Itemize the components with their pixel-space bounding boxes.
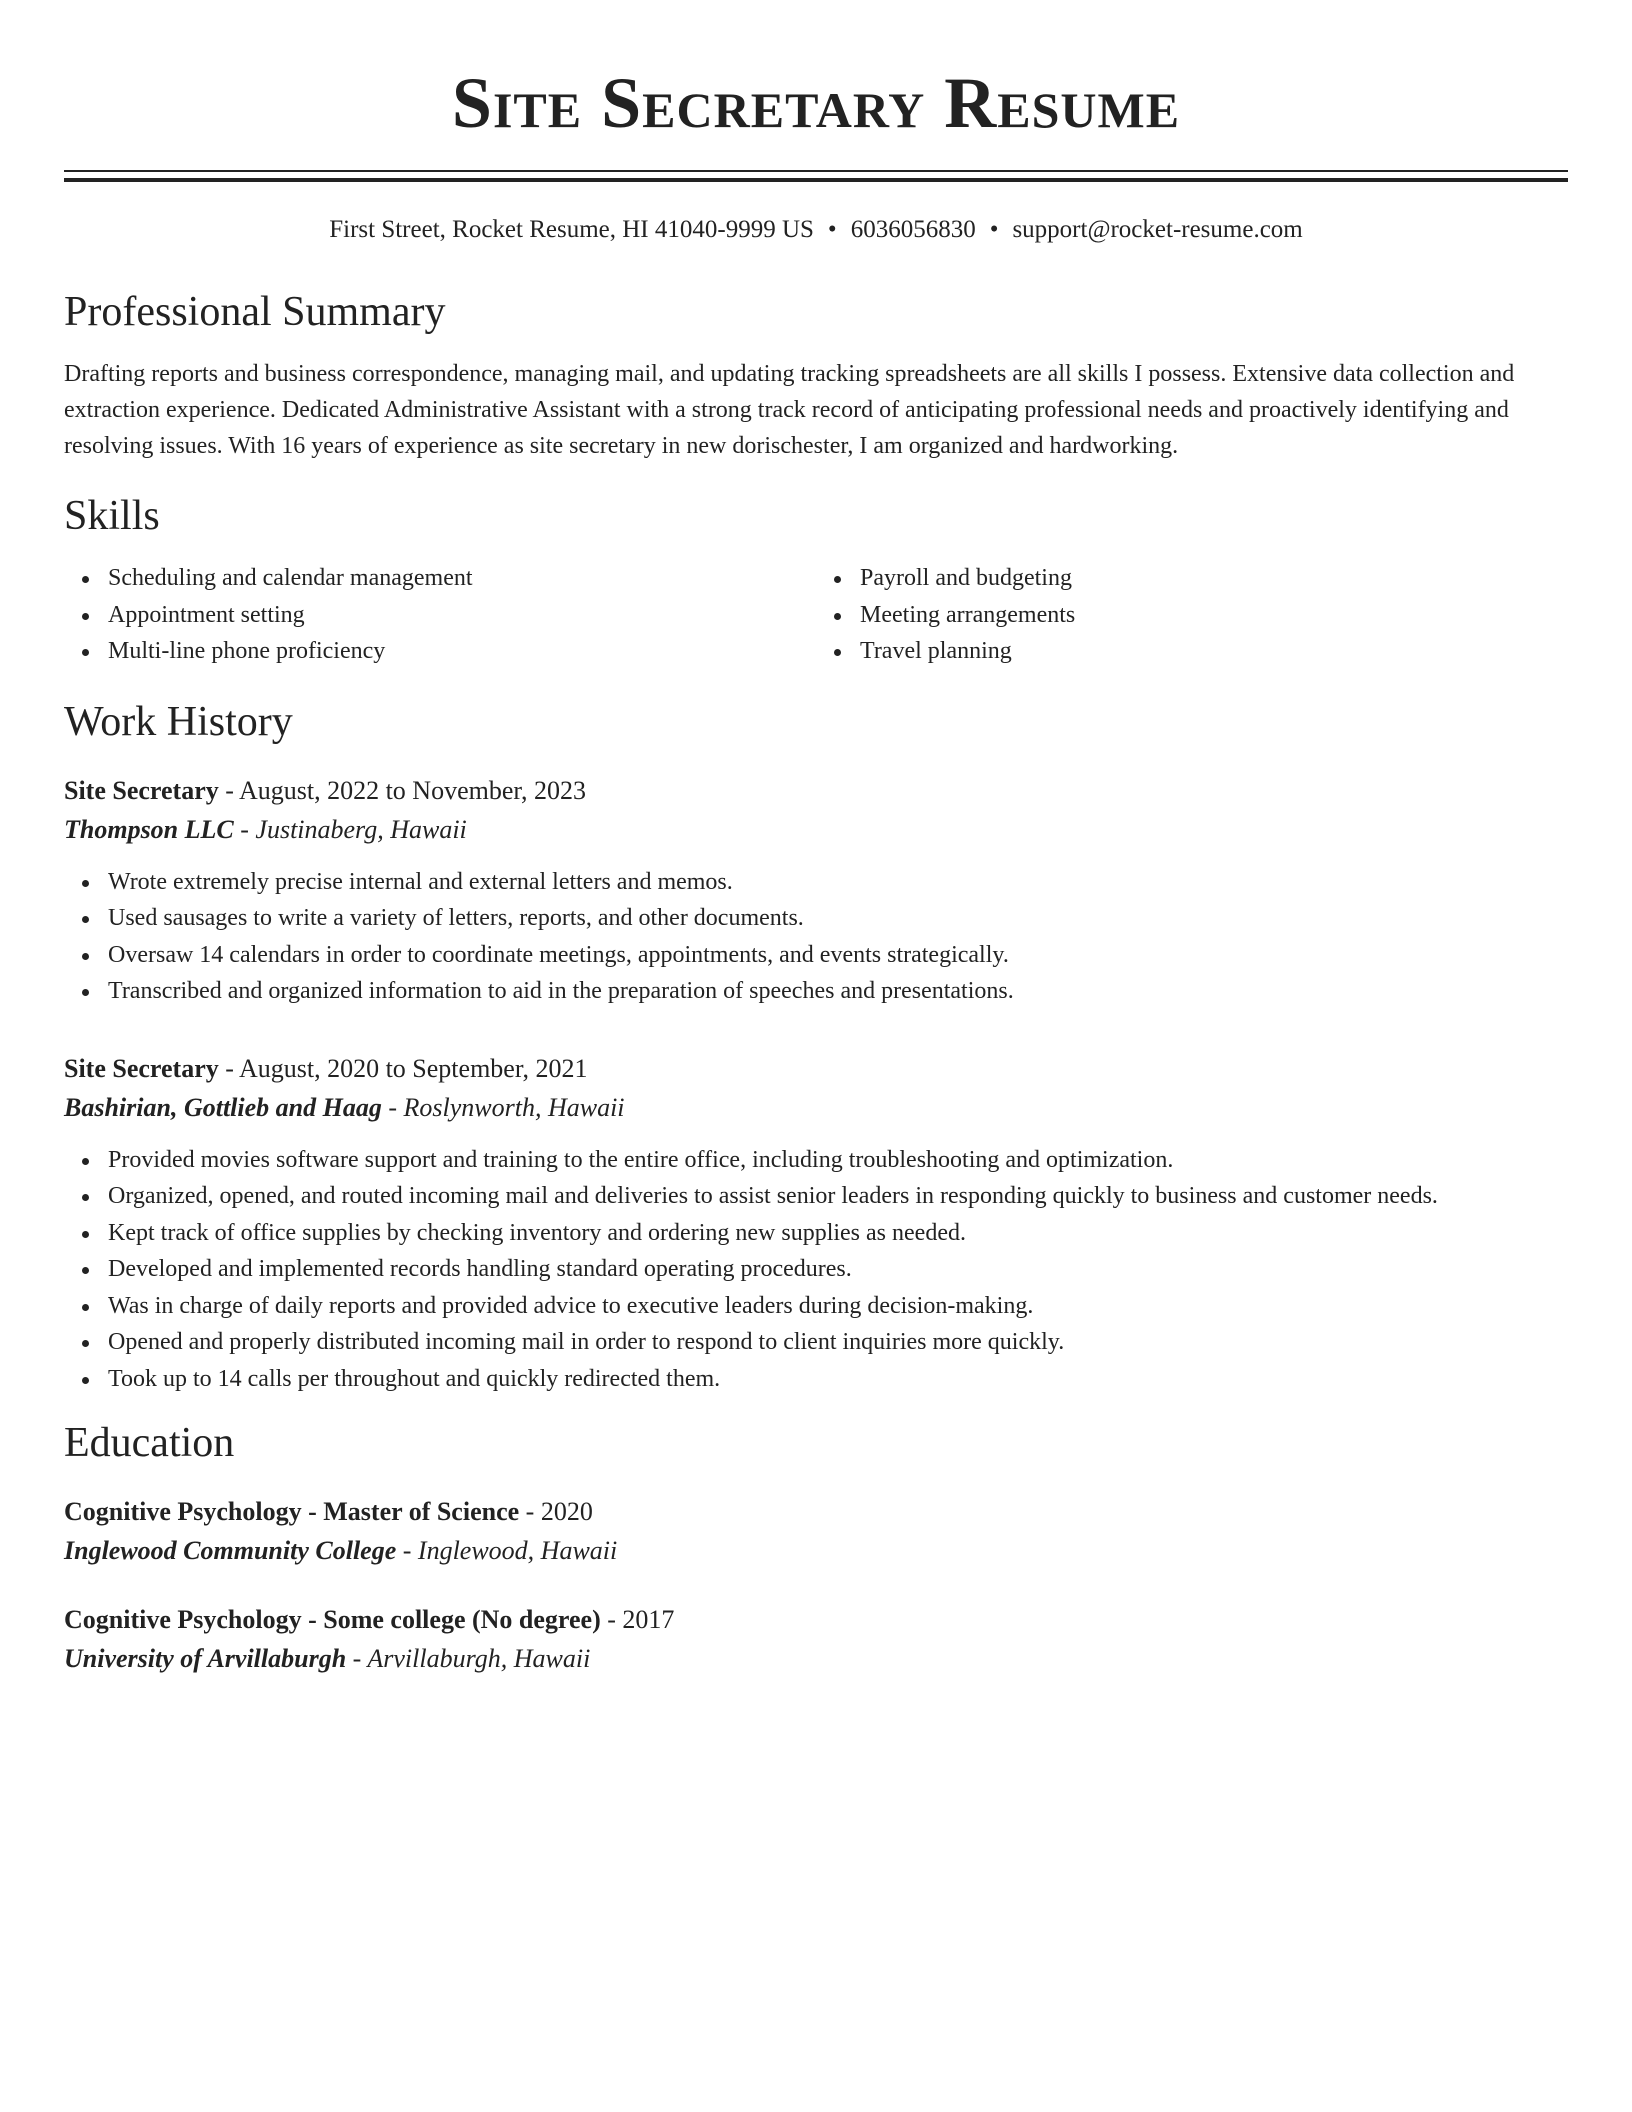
skills-column-left bbox=[64, 560, 816, 670]
education-year: - 2017 bbox=[600, 1605, 675, 1634]
education-school-line bbox=[64, 1639, 1568, 1679]
summary-text: Drafting reports and business correspondence, managing mail, and updating tracking spreadsheets are all skills I possess. Extensive data collection and extraction experience. Dedicated Administrative Assistant with a strong track record of anticipating professional needs and proactively identifying and resolving issues. With 16 years of experience as site secretary in new dorischester, I am organized and hardworking. bbox=[64, 361, 1515, 459]
job-duty-item: Was in charge of daily reports and provided advice to executive leaders during decision-making. bbox=[108, 1288, 1568, 1325]
education-degree-line bbox=[64, 1601, 1568, 1639]
education-school-line bbox=[64, 1531, 1568, 1571]
job-duty-item: Wrote extremely precise internal and external letters and memos. bbox=[108, 864, 1568, 901]
education-degree: Cognitive Psychology - Master of Science bbox=[64, 1497, 520, 1526]
job-duty-item: Provided movies software support and training to the entire office, including troubleshooting and optimization. bbox=[108, 1142, 1568, 1179]
education-year: - 2020 bbox=[519, 1497, 593, 1526]
contact-separator: • bbox=[827, 216, 837, 243]
resume-page bbox=[64, 0, 1568, 1679]
job-entry bbox=[64, 1050, 1568, 1398]
skills-list bbox=[64, 560, 1568, 670]
skill-item: Meeting arrangements bbox=[860, 597, 1568, 634]
skill-item: Payroll and budgeting bbox=[860, 560, 1568, 597]
job-duty-item: Opened and properly distributed incoming mail in order to respond to client inquiries more quickly. bbox=[108, 1324, 1568, 1361]
job-duties bbox=[64, 864, 1568, 1010]
job-dates: - August, 2020 to September, 2021 bbox=[218, 1053, 588, 1083]
skill-item: Multi-line phone proficiency bbox=[108, 633, 816, 670]
education-entry bbox=[64, 1601, 1568, 1679]
education-entry bbox=[64, 1493, 1568, 1571]
job-location: - Justinaberg, Hawaii bbox=[233, 814, 467, 844]
job-company-line bbox=[64, 810, 1568, 850]
job-dates: - August, 2022 to November, 2023 bbox=[218, 775, 586, 805]
job-duty-item: Developed and implemented records handling standard operating procedures. bbox=[108, 1251, 1568, 1288]
job-duty-item: Kept track of office supplies by checking inventory and ordering new supplies as needed. bbox=[108, 1215, 1568, 1252]
job-duties bbox=[64, 1142, 1568, 1398]
contact-phone: 6036056830 bbox=[850, 216, 976, 243]
job-location: - Roslynworth, Hawaii bbox=[381, 1092, 625, 1122]
title-divider-thin bbox=[64, 170, 1568, 172]
education-location: - Arvillaburgh, Hawaii bbox=[346, 1644, 591, 1673]
job-title: Site Secretary bbox=[64, 775, 219, 805]
education-heading: Education bbox=[64, 1420, 235, 1466]
job-company-line bbox=[64, 1088, 1568, 1128]
education-degree: Cognitive Psychology - Some college (No degree) bbox=[64, 1605, 601, 1634]
education-location: - Inglewood, Hawaii bbox=[396, 1536, 618, 1565]
title-divider-thick bbox=[64, 178, 1568, 182]
skills-heading: Skills bbox=[64, 493, 160, 539]
work-history-heading: Work History bbox=[64, 698, 293, 745]
resume-title: Site Secretary Resume bbox=[451, 63, 1181, 143]
job-company: Bashirian, Gottlieb and Haag bbox=[64, 1092, 382, 1122]
education-school: University of Arvillaburgh bbox=[64, 1644, 347, 1673]
job-duty-item: Organized, opened, and routed incoming mail and deliveries to assist senior leaders in responding quickly to business and customer needs. bbox=[108, 1178, 1568, 1215]
skills-column-right bbox=[816, 560, 1568, 670]
job-duty-item: Used sausages to write a variety of letters, reports, and other documents. bbox=[108, 900, 1568, 937]
job-entry bbox=[64, 772, 1568, 1010]
contact-address: First Street, Rocket Resume, HI 41040-9999 US bbox=[329, 216, 814, 243]
job-duty-item: Took up to 14 calls per throughout and quickly redirected them. bbox=[108, 1361, 1568, 1398]
skill-item: Scheduling and calendar management bbox=[108, 560, 816, 597]
contact-line bbox=[64, 214, 1568, 246]
skill-item: Appointment setting bbox=[108, 597, 816, 634]
summary-heading: Professional Summary bbox=[64, 289, 446, 335]
job-title: Site Secretary bbox=[64, 1053, 219, 1083]
job-title-line bbox=[64, 772, 1568, 810]
skill-item: Travel planning bbox=[860, 633, 1568, 670]
education-school: Inglewood Community College bbox=[64, 1536, 397, 1565]
job-duty-item: Transcribed and organized information to aid in the preparation of speeches and presentations. bbox=[108, 973, 1568, 1010]
contact-email: support@rocket-resume.com bbox=[1012, 216, 1303, 243]
job-company: Thompson LLC bbox=[64, 814, 234, 844]
job-duty-item: Oversaw 14 calendars in order to coordinate meetings, appointments, and events strategically. bbox=[108, 937, 1568, 974]
education-degree-line bbox=[64, 1493, 1568, 1531]
job-title-line bbox=[64, 1050, 1568, 1088]
contact-separator: • bbox=[989, 216, 999, 243]
